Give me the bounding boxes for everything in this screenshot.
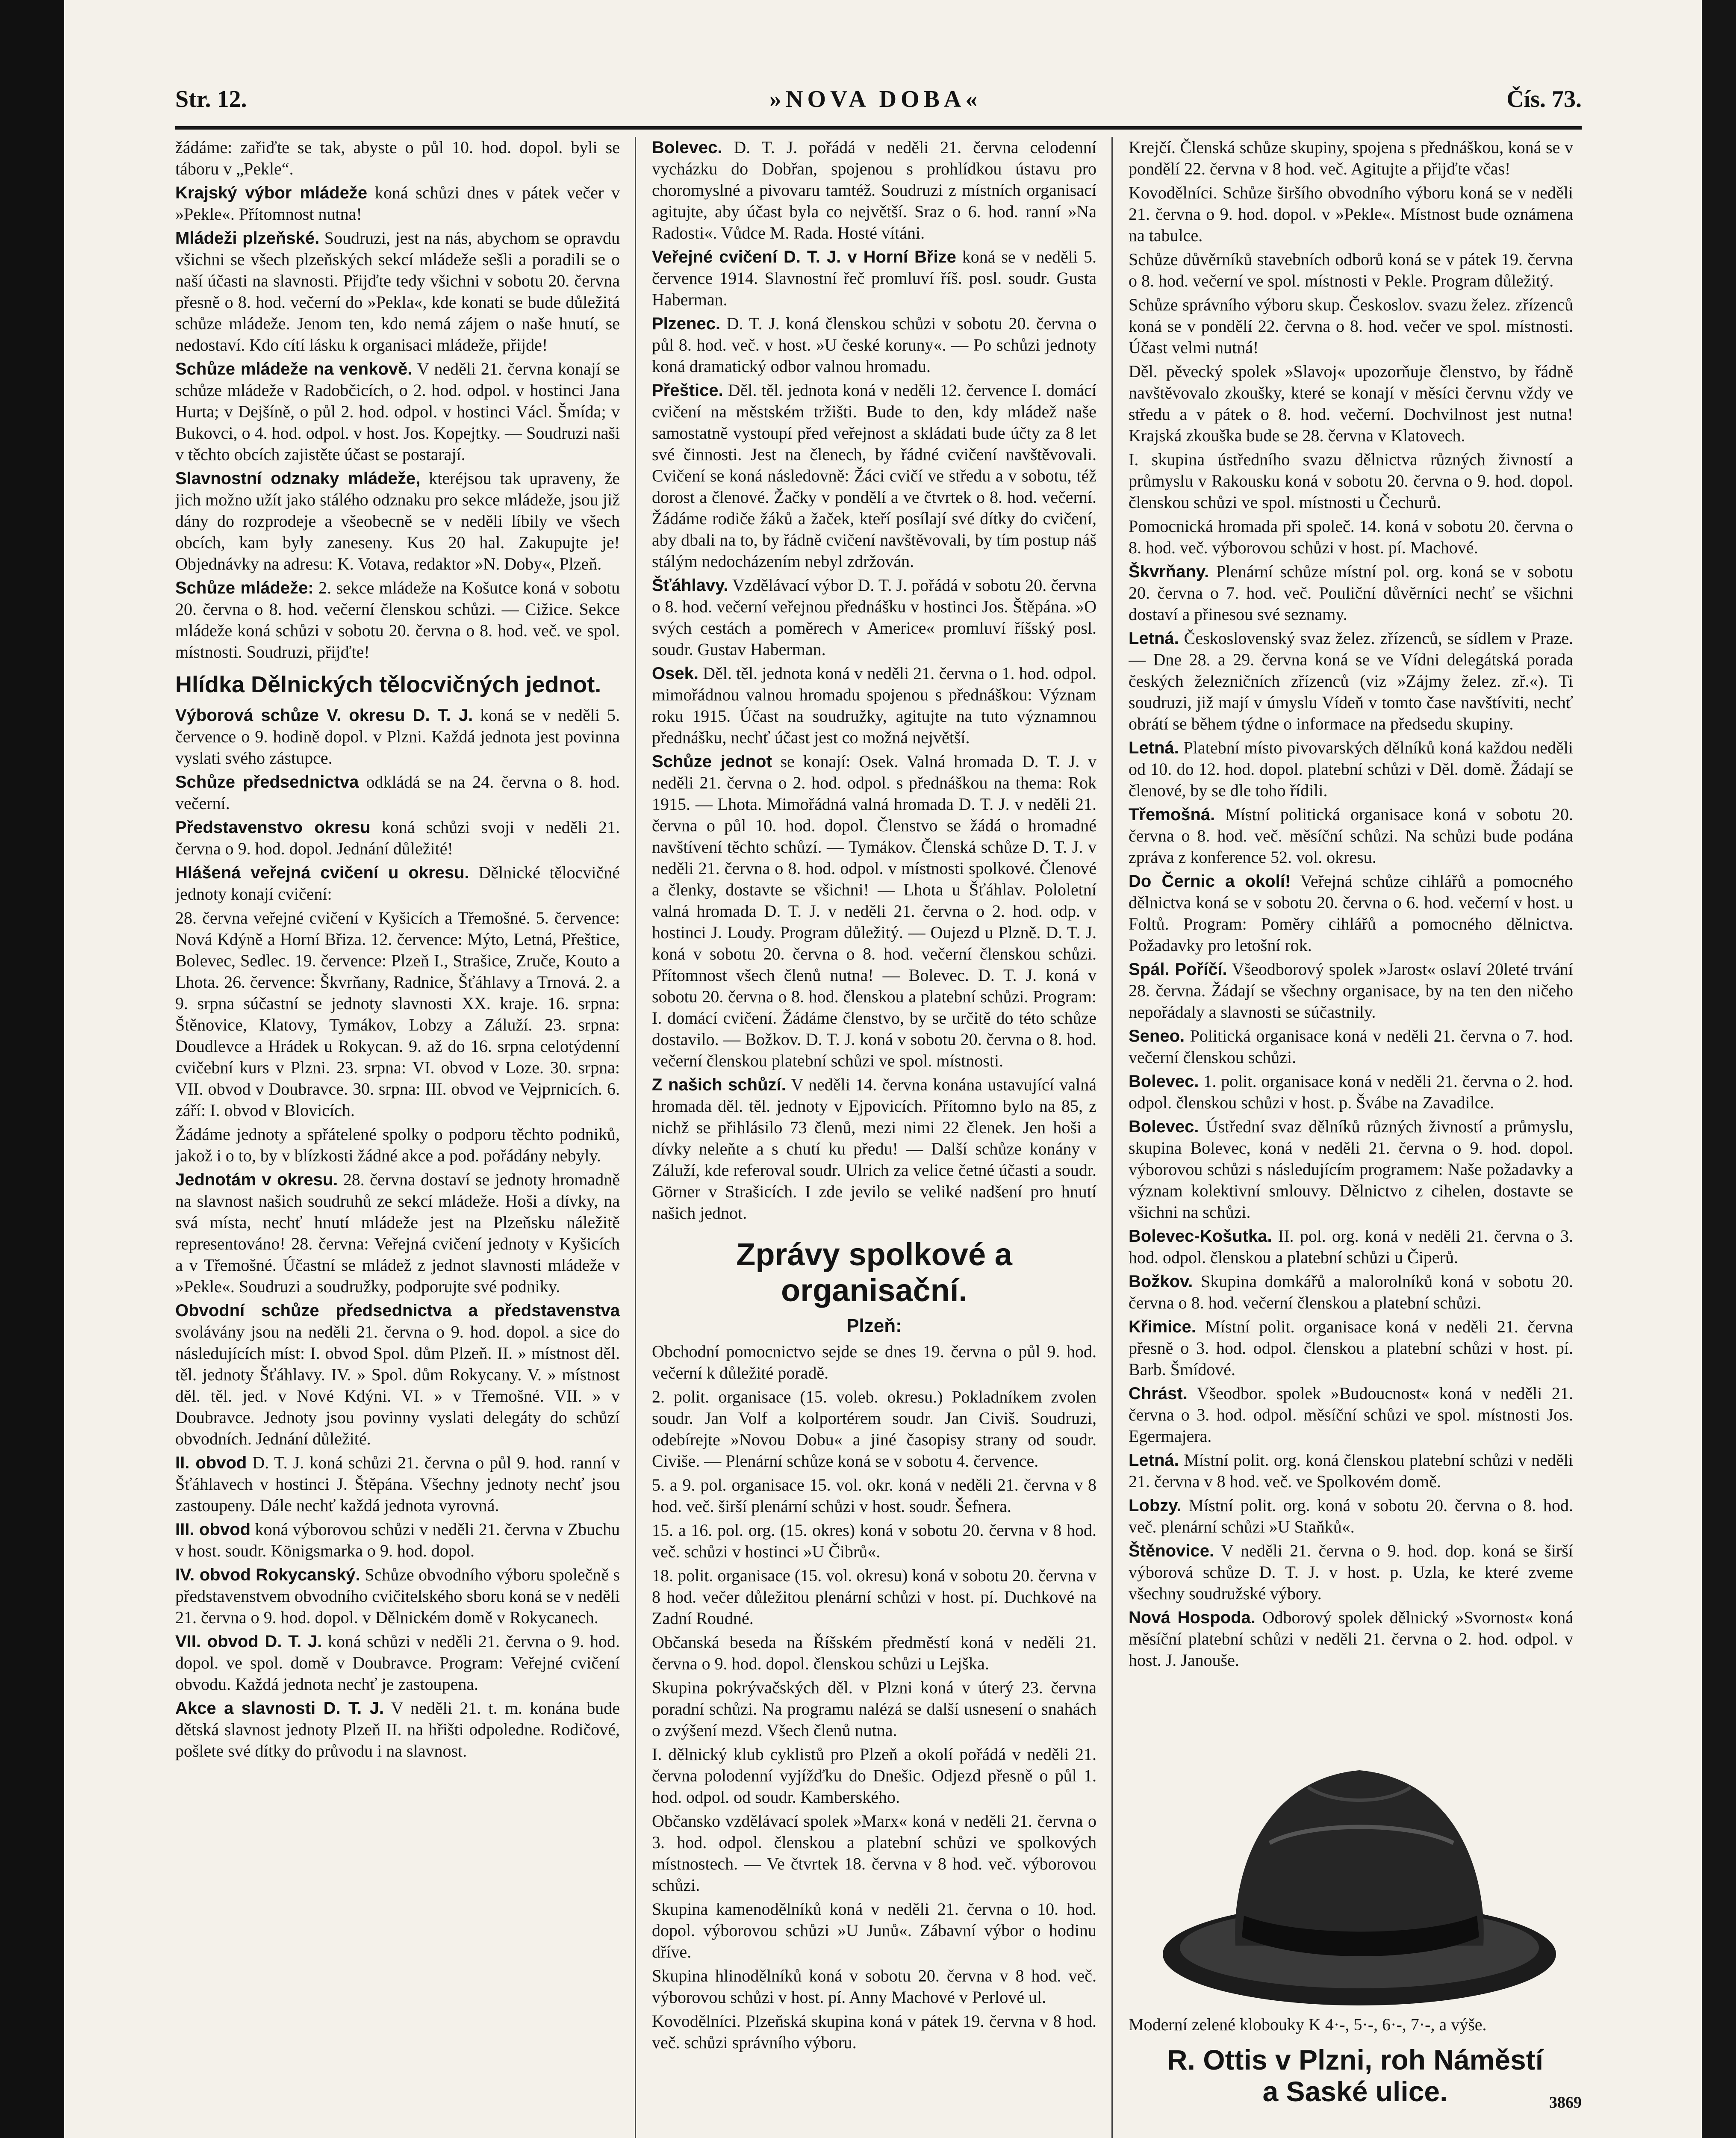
article-paragraph bbox=[1129, 1071, 1573, 1113]
article-text: Místní polit. organisace koná v neděli 21. června přesně o 3. hod. odpol. členskou a platební schůzi v host. pí. Barb. Šmídové. bbox=[1129, 1317, 1573, 1379]
article-heading: Křimice. bbox=[1129, 1317, 1196, 1336]
article-paragraph bbox=[1129, 1316, 1573, 1380]
article-text: Československý svaz želez. zřízenců, se sídlem v Praze. — Dne 28. a 29. června koná se ve Vídni delegátská porada českých železničních zřízenců (viz »Zájmy želez. zř.«). Ti soudruzi, již mají v úmyslu Vídeň v tomto čase navštíviti, nechť obrátí se během týdne o informace na předsedu skupiny. bbox=[1129, 629, 1573, 733]
article-text: Občansko vzdělávací spolek »Marx« koná v neděli 21. června o 3. hod. odpol. členskou a platební schůzi ve spolkových místnostech. — Ve čtvrtek 18. června v 8 hod. več. výborovou schůzi. bbox=[652, 1811, 1096, 1895]
article-text: D. T. J. koná schůzi 21. června o půl 9. hod. ranní v Šťáhlavech v hostinci J. Štěpána. Všechny jednoty nechť jsou zastoupeny. Dále nechť každá jednota vyrovná. bbox=[175, 1453, 620, 1515]
article-list bbox=[652, 1341, 1096, 2053]
article-paragraph bbox=[1129, 137, 1573, 180]
article-heading: Hlášená veřejná cvičení u okresu. bbox=[175, 863, 469, 882]
article-heading: Z našich schůzí. bbox=[652, 1075, 786, 1094]
hat-shop-name bbox=[1129, 2044, 1582, 2107]
article-paragraph bbox=[1129, 1383, 1573, 1447]
article-paragraph bbox=[175, 862, 620, 905]
article-text: Kovodělníci. Schůze širšího obvodního výboru koná se v neděli 21. června o 9. hod. dopol. v »Pekle«. Místnost bude oznámena na tabulce. bbox=[1129, 183, 1573, 245]
article-heading: Krajský výbor mládeže bbox=[175, 183, 368, 202]
column-right bbox=[1129, 137, 1573, 1710]
article-text: Místní polit. org. koná v sobotu 20. června o 8. hod. več. plenární schůzi »U Staňků«. bbox=[1129, 1496, 1573, 1536]
article-heading: Božkov. bbox=[1129, 1272, 1193, 1291]
article-text: V neděli 21. června konají se schůze mládeže v Radobčicích, o 2. hod. odpol. v hostinci Jana Hurta; v Dejšíně, o půl 2. hod. odpol. v hostinci Václ. Šmída; v Bukovci, o 4. hod. odpol. v host. Jos. Kopejtky. — Soudruzi naši v těchto obcích zajistěte účast se postarají. bbox=[175, 359, 620, 464]
article-heading: Veřejné cvičení D. T. J. v Horní Břize bbox=[652, 248, 956, 266]
article-paragraph bbox=[175, 1564, 620, 1628]
article-paragraph bbox=[175, 817, 620, 859]
article-text: Skupina kamenodělníků koná v neděli 21. června o 10. hod. dopol. výborovou schůzi »U Junů«. Zábavní výbor o hodinu dříve. bbox=[652, 1899, 1096, 1961]
article-text: 2. sekce mládeže na Košutce koná v sobotu 20. června o 8. hod. večerní členskou schůzi. — Cižice. Sekce mládeže koná schůzi v sobotu 20. června o 8. hod. več. ve spol. místnosti. Soudruzi, přijďte! bbox=[175, 578, 620, 661]
shop-line: R. Ottis v Plzni, roh Náměstí bbox=[1167, 2044, 1544, 2076]
article-heading: Seneo. bbox=[1129, 1027, 1185, 1045]
article-paragraph bbox=[1129, 249, 1573, 292]
article-paragraph bbox=[1129, 561, 1573, 625]
article-paragraph bbox=[652, 380, 1096, 572]
article-paragraph bbox=[175, 907, 620, 1121]
page-number: Str. 12. bbox=[175, 86, 247, 112]
article-paragraph bbox=[1129, 1116, 1573, 1223]
column-left bbox=[175, 137, 620, 2138]
article-text: V neděli 14. června konána ustavující valná hromada děl. těl. jednoty v Ejpovicích. Přítomno bylo na 85, z nichž se přihlásilo 73 členů, mezi nimi 22 členek. Jen hoši a dívky neleňte a s chutí ku předu! — Další schůze konány v Záluží, kde referoval soudr. Ulrich za velice četné účasti a soudr. Görner v Strašicích. I zde jevilo se veliké nadšení pro hnutí našich jednot. bbox=[652, 1075, 1096, 1223]
column-middle bbox=[652, 137, 1096, 2138]
article-heading: Letná. bbox=[1129, 738, 1179, 757]
article-text: Děl. pěvecký spolek »Slavoj« upozorňuje členstvo, by řádně navštěvovalo zkoušky, které se konají v měsíci červnu vždy ve středu a v pátek o 8. hod. večerní. Dochvilnost jest nutna! Krajská zkouška bude se 28. června v Klatovech. bbox=[1129, 362, 1573, 445]
article-paragraph bbox=[175, 1452, 620, 1516]
article-paragraph bbox=[652, 1341, 1096, 1384]
article-paragraph bbox=[652, 313, 1096, 377]
article-text: 18. polit. organisace (15. vol. okresu) koná v sobotu 20. června v 8 hod. večer důležitou plenární schůzi v host. pí. Duchkové na Zadní Roudné. bbox=[652, 1566, 1096, 1628]
article-list bbox=[652, 137, 1096, 1224]
article-paragraph bbox=[175, 1169, 620, 1297]
article-heading: Akce a slavnosti D. T. J. bbox=[175, 1699, 384, 1718]
article-paragraph bbox=[652, 1386, 1096, 1472]
article-text: Odborový spolek dělnický »Svornost« koná měsíční platební schůzi v neděli 21. června o 2. hod. odpol. v host. J. Janouše. bbox=[1129, 1608, 1573, 1670]
article-text: 1. polit. organisace koná v neděli 21. června o 2. hod. odpol. členskou schůzi v host. p. Švábe na Zavadilce. bbox=[1129, 1072, 1573, 1112]
article-paragraph bbox=[1129, 516, 1573, 558]
article-heading: Bolevec. bbox=[1129, 1072, 1199, 1091]
article-list bbox=[175, 137, 620, 663]
article-paragraph bbox=[175, 227, 620, 356]
article-text: 2. polit. organisace (15. voleb. okresu.) Pokladníkem zvolen soudr. Jan Volf a kolportérem soudr. Jan Civiš. Soudruzi, odebírejte »Novou Dobu« a jiné časopisy strany od soudr. Civiše. — Plenární schůze koná se v sobotu 4. července. bbox=[652, 1387, 1096, 1471]
article-text: koná schůzi dnes v pátek večer v »Pekle«. Přítomnost nutna! bbox=[175, 183, 620, 224]
article-heading: IV. obvod Rokycanský. bbox=[175, 1565, 360, 1584]
article-heading: Letná. bbox=[1129, 629, 1179, 648]
article-paragraph bbox=[1129, 1226, 1573, 1268]
article-text: Skupina hlinodělníků koná v sobotu 20. června v 8 hod. več. výborovou schůzi v host. pí. Anny Machové v Perlové ul. bbox=[652, 1966, 1096, 2007]
article-text: I. dělnický klub cyklistů pro Plzeň a okolí pořádá v neděli 21. června polodenní vyjížďku do Dnešic. Odjezd přesně o půl 1. hod. odpol. od soudr. Kamberského. bbox=[652, 1745, 1096, 1807]
column-divider bbox=[635, 137, 636, 2138]
article-heading: Lobzy. bbox=[1129, 1496, 1182, 1515]
article-text: V neděli 21. června o 9. hod. dop. koná se širší výborová schůze D. T. J. v host. p. Uzla, ke které zveme všechny soudružské výbory. bbox=[1129, 1541, 1573, 1603]
article-paragraph bbox=[1129, 1540, 1573, 1604]
article-heading: Mládeži plzeňské. bbox=[175, 229, 320, 248]
column-divider bbox=[1111, 137, 1113, 2138]
article-paragraph bbox=[652, 2011, 1096, 2053]
article-paragraph bbox=[652, 137, 1096, 244]
article-heading: II. obvod bbox=[175, 1453, 247, 1472]
article-text: D. T. J. koná členskou schůzi v sobotu 20. června o půl 8. hod. več. v host. »U české koruny«. — Po schůzi jednoty koná dramatický odbor valnou hromadu. bbox=[652, 314, 1096, 376]
article-text: Schůze důvěrníků stavebních odborů koná se v pátek 19. června o 8. hod. večerní ve spol. místnosti v Pekle. Program důležitý. bbox=[1129, 250, 1573, 290]
article-heading: Jednotám v okresu. bbox=[175, 1170, 338, 1189]
article-text: Všeodborový spolek »Jarost« oslaví 20leté trvání 28. června. Žádají se všechny organisace, by na ten den ničeho nepořádaly a slavnosti se súčastnily. bbox=[1129, 960, 1573, 1022]
article-text: 28. června dostaví se jednoty hromadně na slavnost našich soudruhů ze sekcí mládeže. Hoši a dívky, na svá místa, nechť hnutí mládeže jest na Plzeňsku náležitě representováno! 28. června: Veřejná cvičení jednoty v Kyšicích a v Třemošné. Účastní se mládež z jednot slavnosti mládeže v »Pekle«. Soudruzi a soudružky, podporujte své podniky. bbox=[175, 1170, 620, 1296]
article-paragraph bbox=[1129, 871, 1573, 956]
article-paragraph bbox=[652, 1965, 1096, 2008]
article-text: 15. a 16. pol. org. (15. okres) koná v sobotu 20. června v 8 hod. več. schůzi v hostinci »U Čibrů«. bbox=[652, 1521, 1096, 1561]
article-text: koná schůzi svoji v neděli 21. června o 9. hod. dopol. Jednání důležité! bbox=[175, 818, 620, 858]
article-heading: Letná. bbox=[1129, 1451, 1179, 1470]
article-text: Obchodní pomocnictvo sejde se dnes 19. června o půl 9. hod. večerní k důležité poradě. bbox=[652, 1342, 1096, 1382]
article-paragraph bbox=[652, 663, 1096, 748]
newspaper-page bbox=[175, 77, 1582, 2138]
article-text: Místní politická organisace koná v sobotu 20. června o 8. hod. več. měsíční schůzi. Na schůzi bude podána zpráva z konference 52. vol. okresu. bbox=[1129, 805, 1573, 867]
article-paragraph bbox=[175, 1631, 620, 1695]
article-text: 5. a 9. pol. organisace 15. vol. okr. koná v neděli 21. června v 8 hod. več. širší plenární schůzi v host. soudr. Šefnera. bbox=[652, 1475, 1096, 1516]
article-text: Občanská beseda na Říšském předměstí koná v neděli 21. června o 9. hod. dopol. členskou schůzi u Lejška. bbox=[652, 1633, 1096, 1673]
article-paragraph bbox=[1129, 294, 1573, 358]
article-text: Dělnické tělocvičné jednoty konají cvičení: bbox=[175, 863, 620, 904]
article-heading: Štěnovice. bbox=[1129, 1541, 1214, 1560]
article-paragraph bbox=[1129, 182, 1573, 246]
article-paragraph bbox=[1129, 1025, 1573, 1068]
article-paragraph bbox=[175, 1300, 620, 1450]
article-paragraph bbox=[1129, 1495, 1573, 1538]
article-paragraph bbox=[1129, 804, 1573, 868]
article-heading: Bolevec-Košutka. bbox=[1129, 1227, 1272, 1246]
article-paragraph bbox=[175, 577, 620, 663]
article-text: Místní polit. org. koná členskou platební schůzi v neděli 21. června v 8 hod. več. ve Spolkovém domě. bbox=[1129, 1450, 1573, 1491]
section-heading: Zprávy spolkové a organisační. bbox=[736, 1237, 1012, 1308]
article-heading: Škvrňany. bbox=[1129, 562, 1209, 581]
ad-code: 3869 bbox=[1549, 2094, 1582, 2111]
article-paragraph bbox=[652, 575, 1096, 660]
article-heading: Schůze jednot bbox=[652, 752, 772, 771]
article-text: Vzdělávací výbor D. T. J. pořádá v sobotu 20. června o 8. hod. večerní veřejnou přednášku v hostinci Jos. Štěpána. »O svých cestách a poměrech v Americe« promluví říšský posl. soudr. Gustav Haberman. bbox=[652, 576, 1096, 659]
article-paragraph bbox=[652, 1474, 1096, 1517]
article-paragraph bbox=[175, 468, 620, 575]
article-text: Schůze správního výboru skup. Českoslov. svazu želez. zřízenců koná se v pondělí 22. června o 8. hod. večer ve spol. místnosti. Účast velmi nutná! bbox=[1129, 295, 1573, 357]
article-text: Děl. těl. jednota koná v neděli 12. července I. domácí cvičení na městském tržišti. Bude to den, kdy mládež naše samostatně vystoupí před veřejnost a skládati bude účty za 8 let své činnosti. Jest na členech, by řádné cvičení navštěvovali. Cvičení se koná následovně: Žáci cvičí ve středu a v sobotu, též dorost a členové. Žačky v pondělí a ve čtvrtek o 8. hod. večerní. Žádáme rodiče žáků a žaček, kteří posílají své dítky do cvičení, aby dbali na to, by řádně cvičení navštěvovali, by tím postup náš stálým nedocházením nebyl zdržován. bbox=[652, 381, 1096, 571]
article-text: I. skupina ústředního svazu dělnictva různých živností a průmyslu v Rakousku koná v sobotu 20. června o 9. hod. dopol. členskou schůzi ve spol. místnosti u Čechurů. bbox=[1129, 450, 1573, 512]
article-text: Krejčí. Členská schůze skupiny, spojena s přednáškou, koná se v pondělí 22. června v 8 hod. več. Agitujte a přijďte včas! bbox=[1129, 138, 1573, 178]
article-text: Pomocnická hromada při společ. 14. koná v sobotu 20. června o 8. hod. več. výborovou schůzi v host. pí. Machové. bbox=[1129, 517, 1573, 557]
article-text: D. T. J. pořádá v neděli 21. června celodenní vycházku do Dobřan, spojenou s prohlídkou ústavu pro choromyslné a pivovaru tamtéž. Soudruzi z místních organisací agitujte, aby účast byla co největší. Sraz o 6. hod. ranní »Na Radosti«. Vůdce M. Rada. Hosté vítáni. bbox=[652, 138, 1096, 242]
article-text: Všeodbor. spolek »Budoucnost« koná v neděli 21. června o 3. hod. odpol. měsíční schůzi ve spol. místnosti Jos. Egermajera. bbox=[1129, 1384, 1573, 1446]
article-heading: Slavnostní odznaky mládeže, bbox=[175, 469, 421, 488]
article-heading: Obvodní schůze předsednictva a představenstva bbox=[175, 1301, 620, 1320]
article-paragraph bbox=[175, 1698, 620, 1762]
article-heading: Schůze mládeže: bbox=[175, 579, 314, 597]
article-text: Soudruzi, jest na nás, abychom se opravdu všichni se všech plzeňských sekcí mládeže sešli a poradili se o naší účasti na slavnosti. Přijďte tedy všichni v sobotu 20. června přesně o 8. hod. večerní do »Pekla«, kde konati se bude důležitá schůze mládeže. Jenom ten, kdo nemá zájem o naše hnutí, se nedostaví. Kdo cítí lásku k organisaci mládeže, přijde! bbox=[175, 228, 620, 354]
article-text: žádáme: zařiďte se tak, abyste o půl 10. hod. dopol. byli se táboru v „Pekle“. bbox=[175, 138, 620, 178]
article-paragraph bbox=[1129, 1450, 1573, 1492]
article-paragraph bbox=[652, 246, 1096, 310]
article-heading: VII. obvod D. T. J. bbox=[175, 1632, 322, 1651]
article-paragraph bbox=[175, 705, 620, 769]
article-paragraph bbox=[175, 1519, 620, 1562]
article-text: Politická organisace koná v neděli 21. června o 7. hod. večerní členskou schůzi. bbox=[1129, 1026, 1573, 1067]
article-paragraph bbox=[652, 1899, 1096, 1963]
article-text: kteréjsou tak upraveny, že jich možno užít jako stálého odznaku pro sekce mládeže, jsou již dány do rozprodeje a všeobecně se v neděli líbily ve všech obcích, kam byly zaneseny. Kus 20 hal. Zakupujte je! Objednávky na adresu: K. Votava, redaktor »N. Doby«, Plzeň. bbox=[175, 469, 620, 573]
article-text: Kovodělníci. Plzeňská skupina koná v pátek 19. června v 8 hod. več. schůzi správního výboru. bbox=[652, 2011, 1096, 2052]
article-list bbox=[175, 705, 620, 1762]
article-text: odkládá se na 24. června o 8. hod. večerní. bbox=[175, 772, 620, 813]
article-heading: Výborová schůze V. okresu D. T. J. bbox=[175, 706, 473, 725]
article-paragraph bbox=[1129, 361, 1573, 446]
article-text: Skupina domkářů a malorolníků koná v sobotu 20. června o 8. hod. večerní členskou a platební schůzi. bbox=[1129, 1272, 1573, 1312]
article-text: Děl. těl. jednota koná v neděli 21. června o 1. hod. odpol. mimořádnou valnou hromadu spojenou s přednáškou: Význam roku 1915. Účast na soudružky, agitujte na tuto významnou přednášku, nechť účast jest co možná největší. bbox=[652, 664, 1096, 747]
article-list bbox=[1129, 137, 1573, 1671]
article-paragraph bbox=[652, 1565, 1096, 1629]
article-heading: Šťáhlavy. bbox=[652, 576, 728, 595]
article-paragraph bbox=[652, 1810, 1096, 1896]
article-heading: Nová Hospoda. bbox=[1129, 1608, 1256, 1627]
article-heading: Bolevec. bbox=[1129, 1117, 1199, 1136]
article-paragraph bbox=[1129, 449, 1573, 513]
article-text: Schůze obvodního výboru společně s představenstvem obvodního cvičitelského sboru koná se v neděli 21. června o 9. hod. dopol. v Dělnickém domě v Rokycanech. bbox=[175, 1565, 620, 1627]
article-paragraph bbox=[175, 771, 620, 814]
article-text: 28. června veřejné cvičení v Kyšicích a Třemošné. 5. července: Nová Kdýně a Horní Břiza. 12. července: Mýto, Letná, Přeštice, Bolevec, Sedlec. 19. července: Plzeň I., Strašice, Zruče, Kouto a Lhota. 26. července: Škvrňany, Radnice, Šťáhlavy a Trnová. 2. a 9. srpna súčastní se jednoty slavnosti XX. kraje. 16. srpna: Štěnovice, Klatovy, Tymákov, Lobzy a Záluží. 23. srpna: Doudlevce a Hrádek u Rokycan. 9. až do 16. srpna celotýdenní cvičební kurs v Plzni. 23. srpna: VI. obvod v Loze. 30. srpna: VII. obvod v Doubravce. 30. srpna: III. obvod ve Vejprnicích. 6. září: I. obvod v Blovicích. bbox=[175, 908, 620, 1120]
article-paragraph bbox=[1129, 1271, 1573, 1314]
article-text: koná výborovou schůzi v neděli 21. června v Zbuchu v host. soudr. Königsmarka o 9. hod. dopol. bbox=[175, 1520, 620, 1560]
article-text: koná se v neděli 5. července o 9. hodině dopol. v Plzni. Každá jednota jest povinna vyslati svého zástupce. bbox=[175, 706, 620, 768]
issue-number: Čís. 73. bbox=[1506, 86, 1582, 112]
article-heading: Plzenec. bbox=[652, 314, 721, 333]
shop-line: a Saské ulice. bbox=[1262, 2076, 1448, 2107]
article-paragraph bbox=[175, 182, 620, 225]
article-text: se konají: Osek. Valná hromada D. T. J. v neděli 21. června o 2. hod. odpol. s přednáškou na thema: Rok 1915. — Lhota. Mimořádná valná hromada D. T. J. v neděli 21. června o půl 10. hod. dopol. Členstvo se žádá o hromadné navštívení těchto schůzí. — Tymákov. Členská schůze D. T. J. v neděli 21. června o 8. hod. odpol. v místnosti spolkové. Členové a členky, dostavte se všichni! — Lhota u Šťáhlav. Pololetní valná hromada D. T. J. v neděli 21. června o 2. hod. odp. v hostinci J. Loudy. Program důležitý. — Oujezd u Plzně. D. T. J. koná v sobotu 20. června o 8. hod. večerní členskou schůzi. Přítomnost všech členů nutna! — Bolevec. D. T. J. koná v sobotu 20. června o 8. hod. členskou a platební schůzi. Program: I. domácí cvičení. Žádáme členstvo, by se určitě do této schůze dostavilo. — Božkov. D. T. J. koná v sobotu 20. června o 8. hod. večerní členskou platební schůzi ve spol. místnosti. bbox=[652, 752, 1096, 1070]
article-paragraph bbox=[175, 358, 620, 465]
article-heading: Schůze mládeže na venkově. bbox=[175, 360, 413, 378]
article-paragraph bbox=[652, 1074, 1096, 1224]
article-text: Plenární schůze místní pol. org. koná se v sobotu 20. června o 7. hod. več. Pouliční důvěrníci nechť se všichni dostaví a přinesou své seznamy. bbox=[1129, 562, 1573, 624]
article-paragraph bbox=[175, 137, 620, 180]
article-paragraph bbox=[1129, 737, 1573, 801]
article-text: koná schůzi v neděli 21. června o 9. hod. dopol. ve spol. domě v Doubravce. Program: Veřejné cvičení obvodu. Každá jednota nechť je zastoupena. bbox=[175, 1632, 620, 1694]
scan-border-right bbox=[1702, 0, 1736, 2138]
article-heading: Do Černic a okolí! bbox=[1129, 872, 1291, 891]
article-heading: Přeštice. bbox=[652, 381, 723, 400]
article-text: Žádáme jednoty a spřátelené spolky o podporu těchto podniků, jakož i o to, by v blízkosti žádné akce a pod. pořádány nebyly. bbox=[175, 1125, 620, 1165]
section-heading: Hlídka Dělnických tělocvičných jednot. bbox=[175, 672, 601, 697]
article-heading: Chrást. bbox=[1129, 1384, 1188, 1403]
hat-price-line: Moderní zelené klobouky K 4·-, 5·-, 6·-, 7·-, a výše. bbox=[1129, 2015, 1487, 2034]
article-heading: Osek. bbox=[652, 664, 699, 683]
article-paragraph bbox=[1129, 959, 1573, 1023]
article-paragraph bbox=[1129, 1607, 1573, 1671]
town-heading: Plzeň: bbox=[846, 1315, 902, 1336]
article-paragraph bbox=[652, 1520, 1096, 1562]
article-paragraph bbox=[1129, 628, 1573, 735]
hat-illustration bbox=[1129, 1715, 1582, 2023]
article-paragraph bbox=[652, 1744, 1096, 1808]
article-text: II. pol. org. koná v neděli 21. června o 3. hod. odpol. členskou a platební schůzi u Čiperů. bbox=[1129, 1226, 1573, 1267]
newspaper-title: »NOVA DOBA« bbox=[769, 86, 982, 112]
article-heading: Představenstvo okresu bbox=[175, 818, 371, 837]
article-text: Veřejná schůze cihlářů a pomocného dělnictva koná se v sobotu 20. června o 6. hod. večerní v host. u Foltů. Program: Poměry cihlářů a pomocného dělnictva. Požadavky pro letošní rok. bbox=[1129, 871, 1573, 955]
hat-advertisement bbox=[1129, 1715, 1582, 2111]
article-paragraph bbox=[652, 1677, 1096, 1741]
article-paragraph bbox=[175, 1124, 620, 1166]
article-heading: Schůze předsednictva bbox=[175, 773, 359, 791]
article-heading: III. obvod bbox=[175, 1520, 251, 1539]
article-heading: Spál. Poříčí. bbox=[1129, 960, 1227, 979]
article-heading: Bolevec. bbox=[652, 138, 722, 157]
article-text: Skupina pokrývačských děl. v Plzni koná v úterý 23. června poradní schůzi. Na programu nalézá se další usnesení o snahách o zvýšení mezd. Všech členů nutna. bbox=[652, 1678, 1096, 1740]
article-text: Platební místo pivovarských dělníků koná každou neděli od 10. do 12. hod. dopol. platební schůzi v Děl. domě. Žádají se členové, by se dle toho řídili. bbox=[1129, 738, 1573, 800]
article-text: svolávány jsou na neděli 21. června o 9. hod. dopol. a sice do následujících míst: I. obvod Spol. dům Plzeň. II. » místnost děl. těl. jednoty Šťáhlavy. IV. » Spol. dům Rokycany. V. » místnost děl. těl. jed. v Nové Kdýni. VI. » v Třemošné. VII. » v Doubravce. Jednoty jsou povinny vyslati delegáty do schůzí obvodních. Jednání důležité. bbox=[175, 1322, 620, 1448]
header-rule bbox=[175, 126, 1582, 130]
article-heading: Třemošná. bbox=[1129, 805, 1215, 824]
article-text: V neděli 21. t. m. konána bude dětská slavnost jednoty Plzeň II. na hřišti odpoledne. Rodičové, pošlete své dítky do průvodu i na slavnost. bbox=[175, 1698, 620, 1760]
article-paragraph bbox=[652, 1632, 1096, 1674]
article-text: Ústřední svaz dělníků různých živností a průmyslu, skupina Bolevec, koná v neděli 21. června o 9. hod. dopol. výborovou schůzi s následujícím programem: Naše požadavky a význam kolektivní smlouvy. Dělnictvo z cihelen, dostavte se všichni na schůzi. bbox=[1129, 1117, 1573, 1222]
page-header bbox=[175, 77, 1582, 115]
article-text: koná se v neděli 5. července 1914. Slavnostní řeč promluví říš. posl. soudr. Gusta Haberman. bbox=[652, 247, 1096, 309]
scan-border-left bbox=[0, 0, 64, 2138]
article-paragraph bbox=[652, 751, 1096, 1072]
